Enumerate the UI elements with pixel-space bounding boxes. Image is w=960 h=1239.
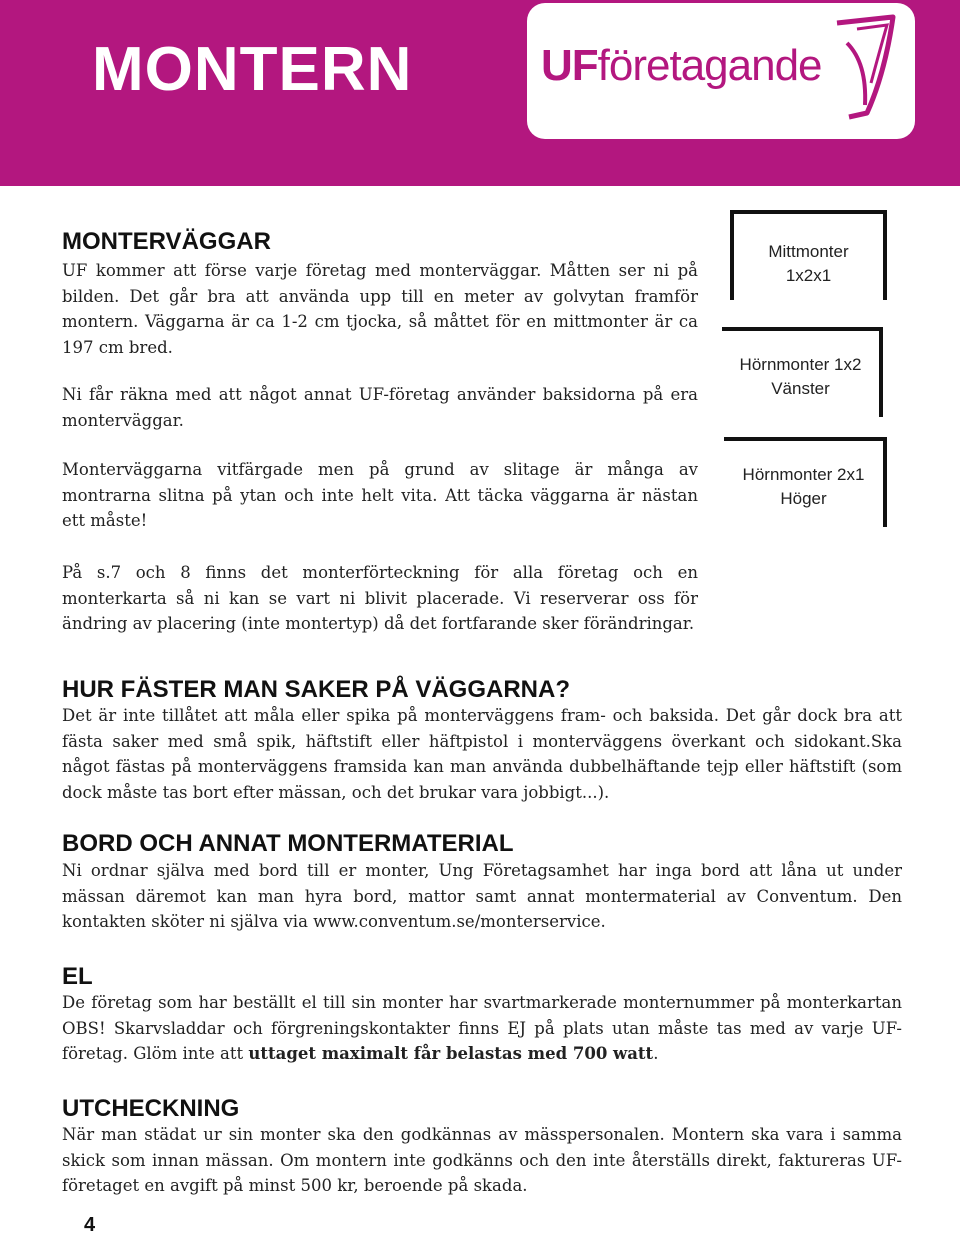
paragraph-monterväggar-2: Ni får räkna med att något annat UF-företag använder baksidorna på era monterväggar. (62, 385, 698, 430)
page-header (0, 0, 960, 186)
section-heading-monterväggar: MONTERVÄGGAR (62, 228, 271, 255)
paragraph-monterväggar-4: På s.7 och 8 finns det monterförteckning för alla företag och en monterkarta så ni kan se vart ni blivit placerade. Vi reserverar oss för ändring av placering (inte montertyp) då det fortfarande sker förändringar. (62, 563, 698, 633)
logo-wordmark (541, 41, 822, 91)
paragraph-monterväggar-1: UF kommer att förse varje företag med monterväggar. Måtten ser ni på bilden. Det går bra att använda upp till en meter av golvytan framför montern. Väggarna är ca 1-2 cm tjocka, så måttet för en mittmonter är ca 197 cm bred. (62, 261, 698, 357)
paragraph-monterväggar-3: Monterväggarna vitfärgade men på grund av slitage är många av montrarna slitna på ytan och inte helt vita. Att täcka väggarna är nästan ett måste! (62, 460, 698, 530)
booth-label-line1: Hörnmonter 2x1 (742, 465, 865, 484)
paragraph-el (62, 990, 902, 1067)
el-text-end: . (653, 1044, 659, 1063)
section-heading-el: EL (62, 963, 93, 990)
booth-diagram-hornmonter-vanster (722, 327, 883, 417)
paragraph-fasta: Det är inte tillåtet att måla eller spika på monterväggens fram- och baksida. Det går dock bra att fästa saker med små spik, häftstift eller häftpistol i monterväggens överkant och sidokant.Ska något fästas på monterväggens framsida kan man använda dubbelhäftande tejp eller häftstift (som dock måste tas bort efter mässan, och det brukar vara jobbigt...). (62, 706, 902, 802)
booth-label-line2: Vänster (771, 379, 830, 398)
booth-label-line1: Hörnmonter 1x2 (739, 355, 862, 374)
booth-label-line2: 1x2x1 (785, 266, 832, 285)
sail-logo-icon (827, 13, 907, 128)
el-text-bold: uttaget maximalt får belastas med 700 watt (248, 1044, 654, 1063)
paragraph-utcheckning: När man städat ur sin monter ska den godkännas av mässpersonalen. Montern ska vara i samma skick som innan mässan. Om montern inte godkänns och den inte återställs direkt, faktureras UF-företaget en avgift på minst 500 kr, beroende på skada. (62, 1125, 902, 1195)
logo-rest: företagande (597, 41, 822, 90)
section-heading-fasta: HUR FÄSTER MAN SAKER PÅ VÄGGARNA? (62, 676, 571, 703)
page-number: 4 (84, 1214, 96, 1236)
booth-label-line2: Höger (780, 489, 827, 508)
page-title: MONTERN (92, 35, 413, 104)
booth-diagram-hornmonter-hoger (724, 437, 887, 527)
section-heading-bord: BORD OCH ANNAT MONTERMATERIAL (62, 830, 514, 857)
booth-label-line1: Mittmonter (768, 242, 849, 261)
uf-logo (527, 3, 915, 139)
logo-uf: UF (541, 41, 598, 90)
paragraph-bord: Ni ordnar själva med bord till er monter, Ung Företagsamhet har inga bord att låna ut under mässan däremot kan man hyra bord, mattor samt annat montermaterial av Conventum. Den kontakten sköter ni själva via www.conventum.se/monterservice. (62, 861, 902, 931)
section-heading-utcheckning: UTCHECKNING (62, 1095, 240, 1122)
booth-diagram-mittmonter (730, 210, 887, 300)
el-text: De företag som har beställt el till sin monter har svartmarkerade monternummer på monterkartan OBS! Skarvsladdar och förgreningskontakter finns EJ på plats utan måste tas med av varje UF-företag. Glöm inte att (62, 993, 902, 1063)
